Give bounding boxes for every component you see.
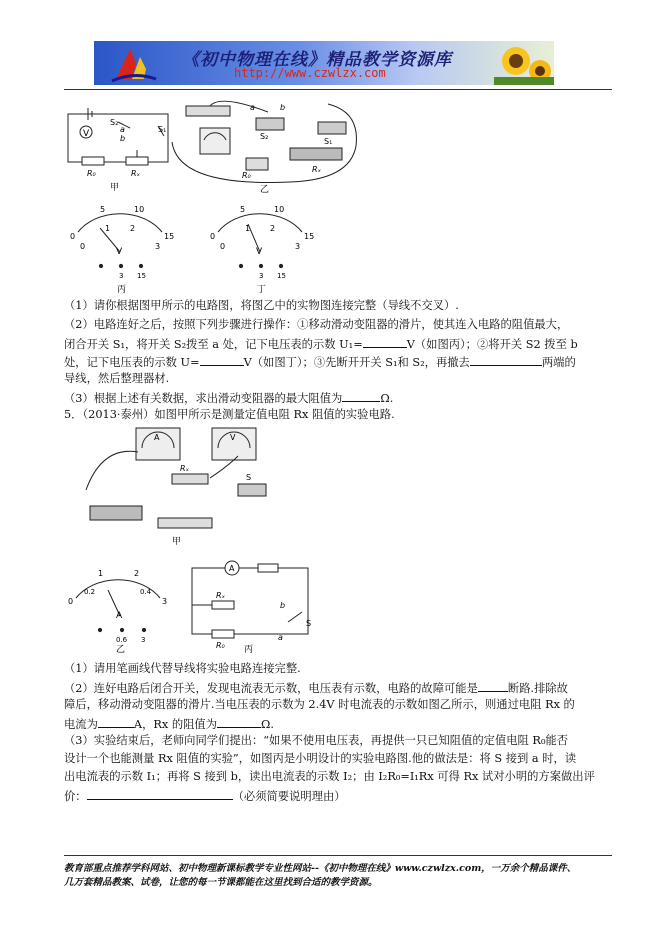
label-rx: Rₓ: [131, 169, 141, 178]
svg-text:1: 1: [98, 569, 104, 578]
q5-part3-line2: 设计一个也能测量 Rx 阻值的实验”，如图丙是小明设计的实验电路图.他的做法是：将 S 接到 a 时，读: [64, 752, 577, 765]
svg-text:a: a: [278, 633, 283, 642]
q5-part3-line3: 出电流表的示数 I₁；再将 S 接到 b，读出电流表的示数 I₂；由 I₂R₀=I₁Rx 可得 Rx 试对小明的方案做出评: [64, 770, 595, 783]
answer-blank-u[interactable]: [200, 354, 244, 366]
label-jia: 甲: [110, 183, 120, 193]
svg-text:3: 3: [155, 242, 161, 251]
svg-text:15: 15: [137, 272, 146, 280]
svg-text:0: 0: [210, 232, 216, 241]
answer-blank-fault[interactable]: [478, 680, 508, 692]
svg-text:S: S: [246, 473, 252, 482]
q4-part1: （1）请你根据图甲所示的电路图，将图乙中的实物图连接完整（导线不交叉）.: [64, 299, 459, 312]
label-b: b: [120, 134, 126, 143]
svg-text:A: A: [154, 433, 160, 442]
svg-text:3: 3: [162, 597, 168, 606]
svg-text:10: 10: [134, 205, 145, 214]
footer-rule: [64, 855, 612, 856]
phys-label-a: a: [250, 103, 255, 112]
voltmeter-ding: [218, 214, 302, 268]
phys-label-b: b: [280, 103, 286, 112]
figure-4-circuits: [60, 92, 420, 297]
sunflower-image: [494, 41, 554, 85]
svg-text:5: 5: [100, 205, 106, 214]
answer-blank-rmax[interactable]: [342, 390, 380, 402]
answer-blank-rx[interactable]: [217, 716, 261, 728]
voltmeter-symbol: V: [83, 129, 90, 139]
label-bing: 丙: [117, 285, 127, 295]
svg-text:Rₓ: Rₓ: [216, 591, 226, 600]
svg-text:R₀: R₀: [216, 641, 225, 650]
q4-part2-line1: （2）电路连好之后，按照下列步骤进行操作：①移动滑动变阻器的滑片，使其连入电路的阻值最大，: [64, 318, 569, 331]
q4-part3: （3）根据上述有关数据，求出滑动变阻器的最大阻值为 Ω.: [64, 392, 394, 405]
svg-text:3: 3: [259, 272, 264, 280]
svg-text:10: 10: [274, 205, 285, 214]
q5-stem: 5．（2013·泰州）如图甲所示是测量定值电阻 Rx 阻值的实验电路.: [64, 408, 395, 421]
phys-label-rx: Rₓ: [312, 165, 322, 174]
svg-text:S: S: [306, 619, 312, 628]
svg-text:1: 1: [245, 224, 251, 233]
svg-text:0: 0: [80, 242, 86, 251]
phys-label-s2: S₂: [260, 132, 269, 141]
phys-label-s1: S₁: [324, 137, 333, 146]
svg-text:5: 5: [240, 205, 246, 214]
answer-blank-wire[interactable]: [470, 354, 542, 366]
answer-blank-current[interactable]: [98, 716, 134, 728]
q5-part1: （1）请用笔画线代替导线将实验电路连接完整.: [64, 662, 301, 675]
voltmeter-bing: [78, 214, 162, 268]
svg-text:A: A: [229, 564, 235, 573]
figure-5-circuits: [62, 426, 352, 654]
svg-text:b: b: [280, 601, 286, 610]
svg-text:15: 15: [277, 272, 286, 280]
q5-part3-line1: （3）实验结束后，老师向同学们提出：“如果不使用电压表，再提供一只已知阻值的定值电阻 R₀能否: [64, 734, 569, 747]
svg-text:15: 15: [164, 232, 175, 241]
svg-text:2: 2: [134, 569, 140, 578]
header-rule: [64, 89, 612, 90]
svg-text:0: 0: [220, 242, 226, 251]
svg-text:0.6: 0.6: [116, 636, 128, 644]
fig5-label-jia: 甲: [172, 537, 182, 547]
q5-part2-line1: （2）连好电路后闭合开关，发现电流表无示数，电压表有示数，电路的故障可能是 断路.排除故: [64, 682, 568, 695]
site-logo: [110, 45, 158, 83]
label-r0: R₀: [87, 169, 96, 178]
svg-text:V: V: [230, 433, 236, 442]
answer-blank-u1[interactable]: [363, 336, 407, 348]
circuit-diagram-bing: [192, 561, 308, 638]
fig5-label-yi: 乙: [116, 645, 126, 654]
svg-text:3: 3: [295, 242, 301, 251]
svg-text:V: V: [116, 247, 123, 257]
footer-line1: 教育部重点推荐学科网站、初中物理新课标教学专业性网站--《初中物理在线》www.czwlzx.com，一万余个精品课件、: [64, 863, 577, 874]
label-ding: 丁: [257, 285, 267, 295]
q4-part2-line4: 导线，然后整理器材.: [64, 372, 170, 385]
footer-line2: 几万套精品教案、试卷，让您的每一节课都能在这里找到合适的教学资源。: [64, 877, 378, 888]
svg-text:0: 0: [70, 232, 76, 241]
header-banner: [94, 41, 554, 85]
label-yi: 乙: [260, 185, 270, 195]
fig5-label-bing: 丙: [244, 645, 254, 654]
svg-text:0.2: 0.2: [84, 588, 96, 596]
banner-url: http://www.czwlzx.com: [234, 66, 386, 80]
svg-text:15: 15: [304, 232, 315, 241]
svg-text:0.4: 0.4: [140, 588, 152, 596]
banner-title: 《初中物理在线》精品教学资源库: [182, 50, 452, 70]
svg-text:1: 1: [105, 224, 111, 233]
q5-part3-line4: 价： （必须简要说明理由）: [64, 790, 346, 803]
q5-part2-line3: 电流为 A，Rx 的阻值为 Ω.: [64, 718, 274, 731]
svg-text:Rₓ: Rₓ: [180, 464, 190, 473]
svg-text:2: 2: [130, 224, 136, 233]
svg-text:V: V: [256, 247, 263, 257]
answer-blank-evaluation[interactable]: [87, 788, 233, 800]
svg-text:A: A: [116, 611, 123, 621]
svg-text:3: 3: [119, 272, 124, 280]
svg-text:0: 0: [68, 597, 74, 606]
label-a: a: [120, 125, 125, 134]
label-s2: S₂: [110, 118, 119, 127]
label-s1: S₁: [158, 125, 167, 134]
svg-text:2: 2: [270, 224, 276, 233]
phys-label-r0: R₀: [242, 171, 251, 180]
q4-part2-line3: 处，记下电压表的示数 U= V（如图丁）；③先断开开关 S₁和 S₂，再撤去 两端的: [64, 356, 576, 369]
svg-text:3: 3: [141, 636, 146, 644]
q4-part2-line2: 闭合开关 S₁，将开关 S₂拨至 a 处，记下电压表的示数 U₁= V（如图丙）；②将开关 S2 拨至 b: [64, 338, 578, 351]
q5-part2-line2: 障后，移动滑动变阻器的滑片.当电压表的示数为 2.4V 时电流表的示数如图乙所示，则通过电阻 Rx 的: [64, 698, 575, 711]
physical-circuit-jia: [86, 428, 266, 528]
